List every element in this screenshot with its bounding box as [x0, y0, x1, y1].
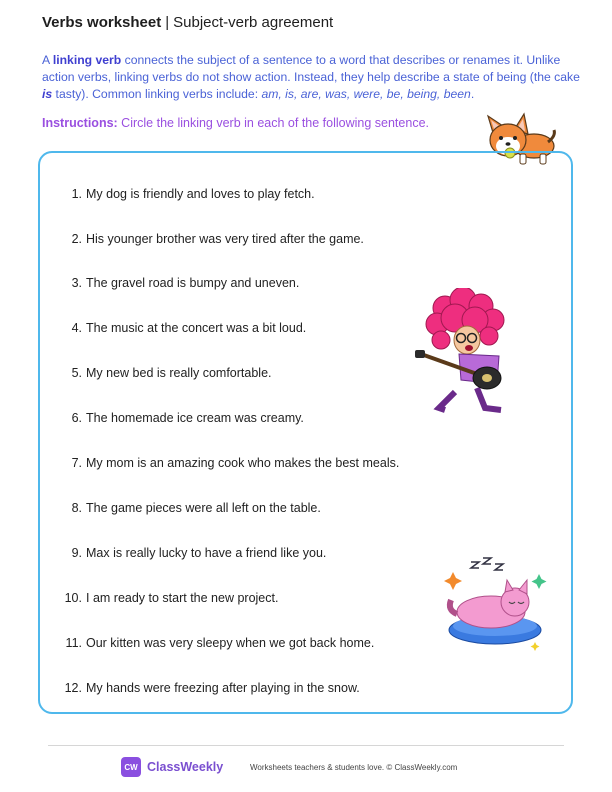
list-item	[58, 232, 458, 246]
intro-example-verb: is	[42, 87, 53, 101]
list-item	[58, 411, 458, 425]
page-title	[42, 14, 333, 31]
classweekly-logo: CW	[121, 757, 141, 777]
sleeping-cat-illustration	[443, 556, 553, 656]
list-item	[58, 501, 458, 515]
item-number: 9.	[71, 546, 82, 560]
list-item	[58, 187, 458, 201]
item-text: My new bed is really comfortable.	[86, 366, 272, 380]
instructions-label: Instructions:	[42, 116, 118, 130]
intro-verb-list: am, is, are, was, were, be, being, been	[261, 87, 471, 101]
list-item	[58, 636, 458, 650]
worksheet-title: Verbs worksheet	[42, 14, 162, 31]
item-number: 6.	[71, 411, 82, 425]
item-text: My dog is friendly and loves to play fetch.	[86, 187, 315, 201]
instructions-text: Circle the linking verb in each of the following sentence.	[117, 116, 429, 130]
list-item	[58, 321, 458, 335]
intro-text-2: connects the subject of a sentence to a word that describes or renames it. Unlike action verbs, linking verbs do not show action. Instead, they help describe a state of being (the cake	[42, 53, 580, 84]
item-text: The homemade ice cream was creamy.	[86, 411, 304, 425]
worksheet-subtitle: Subject-verb agreement	[173, 14, 334, 31]
list-item	[58, 591, 458, 605]
list-item	[58, 681, 458, 695]
item-text: My hands were freezing after playing in the snow.	[86, 681, 360, 695]
item-number: 5.	[71, 366, 82, 380]
list-item	[58, 546, 458, 560]
list-item	[58, 276, 458, 290]
item-number: 3.	[71, 276, 82, 290]
instructions	[42, 116, 429, 130]
item-number: 8.	[71, 501, 82, 515]
list-item	[58, 366, 458, 380]
title-separator: |	[165, 14, 170, 31]
item-number: 4.	[71, 321, 82, 335]
intro-paragraph	[42, 52, 582, 103]
footer-tagline: Worksheets teachers & students love. © ClassWeekly.com	[250, 763, 458, 772]
item-text: I am ready to start the new project.	[86, 591, 279, 605]
intro-text-1: A	[42, 53, 53, 67]
item-number: 1.	[71, 187, 82, 201]
item-text: The music at the concert was a bit loud.	[86, 321, 307, 335]
item-number: 2.	[71, 232, 82, 246]
item-number: 7.	[71, 456, 82, 470]
list-item	[58, 456, 458, 470]
item-text: Our kitten was very sleepy when we got back home.	[86, 636, 375, 650]
item-number: 10.	[64, 591, 82, 605]
intro-text-3: tasty). Common linking verbs include:	[52, 87, 262, 101]
brand-name: ClassWeekly	[147, 760, 224, 774]
intro-term: linking verb	[52, 53, 122, 67]
footer-divider	[48, 745, 564, 746]
item-text: The gravel road is bumpy and uneven.	[86, 276, 300, 290]
item-number: 12.	[64, 681, 82, 695]
rock-guitarist-illustration	[415, 288, 520, 413]
item-number: 11.	[65, 636, 82, 650]
intro-text-4: .	[470, 87, 475, 101]
item-text: Max is really lucky to have a friend like you.	[86, 546, 327, 560]
item-text: His younger brother was very tired after the game.	[86, 232, 364, 246]
item-text: The game pieces were all left on the table.	[86, 501, 321, 515]
item-text: My mom is an amazing cook who makes the best meals.	[86, 456, 400, 470]
